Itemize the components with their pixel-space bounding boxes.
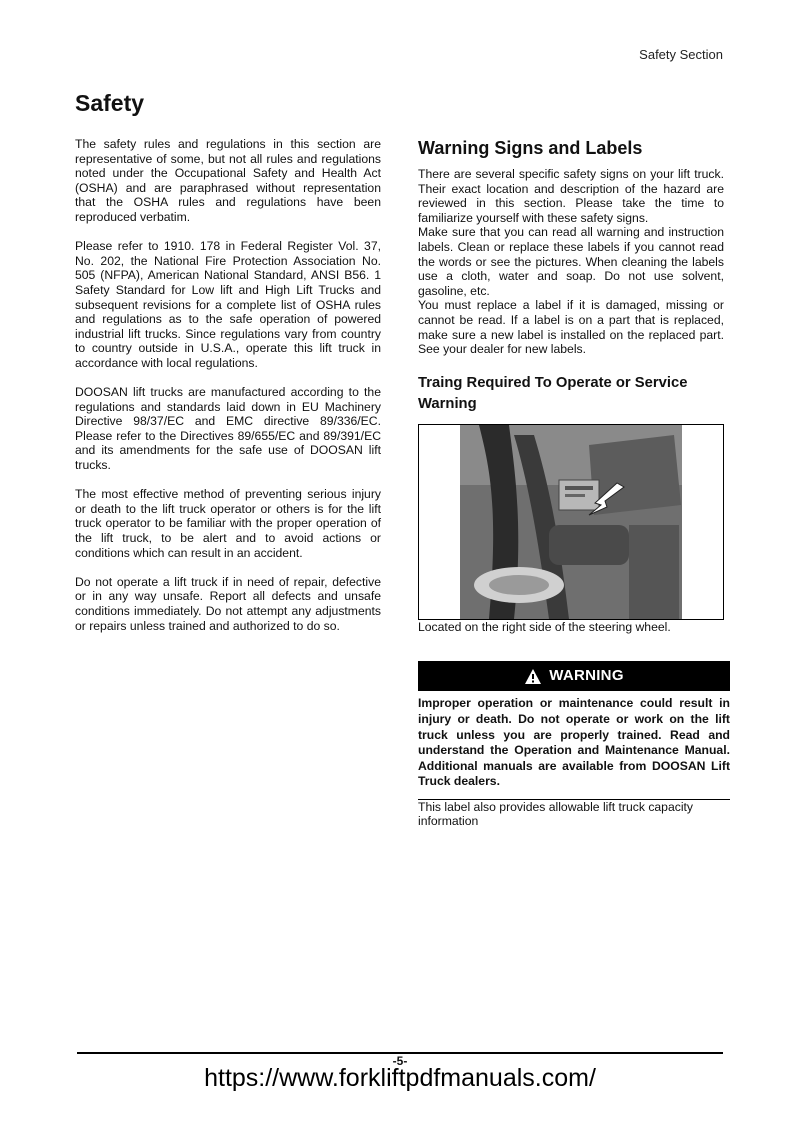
page-title: Safety xyxy=(75,90,145,116)
right-column xyxy=(418,137,730,829)
warning-label xyxy=(418,661,730,800)
left-column xyxy=(75,137,381,648)
subheading-training-warning: Traing Required To Operate or Service Warning xyxy=(418,374,688,412)
warning-title: WARNING xyxy=(549,667,624,685)
photo-illustration xyxy=(419,425,723,619)
paragraph-clean-labels: Make sure that you can read all warning and instruction labels. Clean or replace these labels if you cannot read the words or see the pictures. When cleaning the labels use a cloth, water and soap. Do not use solvent, gasoline, etc. xyxy=(418,225,724,298)
running-header: Safety Section xyxy=(639,47,723,62)
paragraph-eu-directives: DOOSAN lift trucks are manufactured according to the regulations and standards laid down in EU Machinery Directive 98/37/EC and EMC directive 89/336/EC. Please refer to the Directives 89/655/EC and 89/391/EC and its amendments for the safe use of DOOSAN lift trucks. xyxy=(75,385,381,473)
photo-caption: Located on the right side of the steering wheel. xyxy=(418,619,671,634)
warning-header xyxy=(418,661,730,691)
warning-triangle-icon xyxy=(524,668,542,685)
footer-url: https://www.forkliftpdfmanuals.com/ xyxy=(204,1064,596,1092)
paragraph-signs-intro: There are several specific safety signs on your lift truck. Their exact location and description of the hazard are reviewed in this section. Please take the time to familiarize yourself with these safety signs. xyxy=(418,167,724,225)
paragraph-osha-intro: The safety rules and regulations in this section are representative of some, but not all rules and regulations noted under the Occupational Safety and Health Act (OSHA) and are paraphrased without representation that the OSHA rules and regulations have been reproduced verbatim. xyxy=(75,137,381,224)
page-number: -5- xyxy=(392,1054,408,1068)
paragraph-replace-labels: You must replace a label if it is damaged, missing or cannot be read. If a label is on a part that is replaced, make sure a new label is installed on the replaced part. See your dealer for new labels. xyxy=(418,298,724,357)
capacity-note: This label also provides allowable lift truck capacity information xyxy=(418,799,694,829)
warning-text: Improper operation or maintenance could result in injury or death. Do not operate or work on the lift truck unless you are properly trained. Read and understand the Operation and Maintenance Manual. Additional manuals are available from DOOSAN Lift Truck dealers. xyxy=(418,696,730,789)
section-heading-warning-signs: Warning Signs and Labels xyxy=(418,138,643,158)
paragraph-prevention: The most effective method of preventing serious injury or death to the lift truck operator or others is for the lift truck operator to be familiar with the proper operation of the lift truck, to be alert and to avoid actions or conditions which can result in an accident. xyxy=(75,487,381,560)
paragraph-federal-register: Please refer to 1910. 178 in Federal Register Vol. 37, No. 202, the National Fire Protection Association No. 505 (NFPA), American National Standard, ANSI B56. 1 Safety Standard for Low lift and High Lift Trucks and subsequent revisions for a complete list of OSHA rules and regulations as to the safe operation of powered industrial lift trucks. Since regulations vary from country to country outside in U.S.A., operate this lift truck in accordance with local regulations. xyxy=(75,239,381,370)
steering-wheel-photo xyxy=(418,424,724,620)
paragraph-do-not-operate: Do not operate a lift truck if in need of repair, defective or in any way unsafe. Report all defects and unsafe conditions immediately. Do not attempt any adjustments or repairs unless trained and authorized to do so. xyxy=(75,574,381,633)
